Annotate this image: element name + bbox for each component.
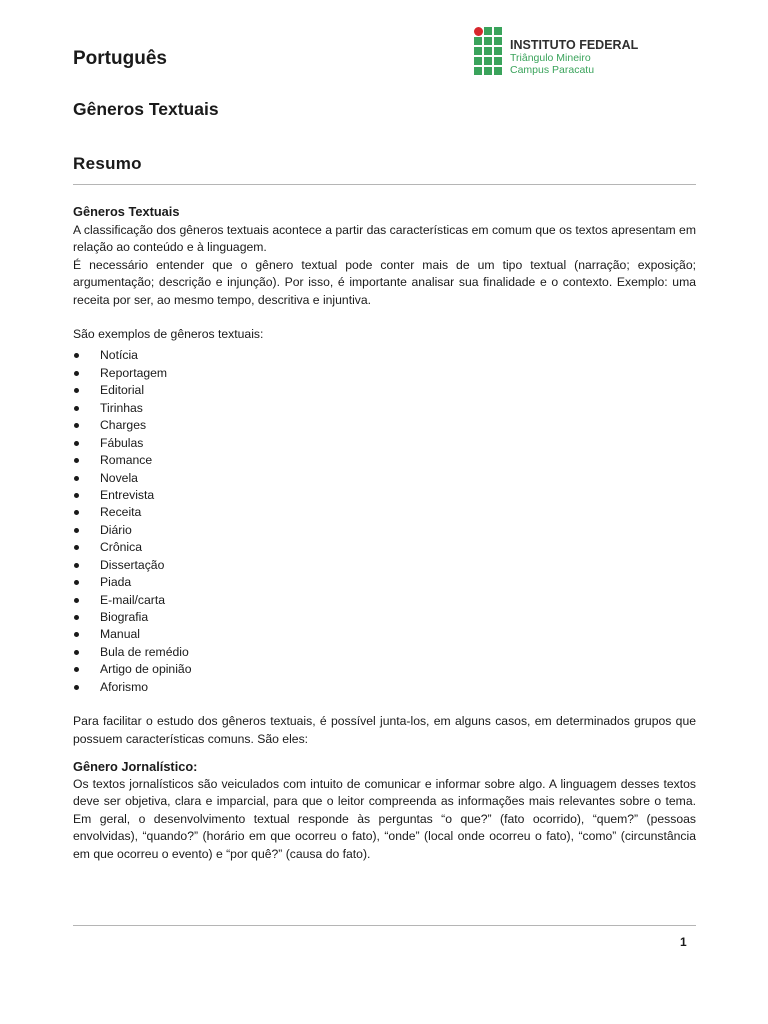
paragraph-groups: Para facilitar o estudo dos gêneros textuais, é possível junta-los, em alguns casos, em determinados grupos que possuem características comuns. São eles: [73, 714, 696, 746]
logo-square [484, 47, 492, 55]
list-item: Editorial [73, 382, 696, 399]
topic-title: Gêneros Textuais [73, 99, 219, 119]
genre-list [73, 347, 696, 696]
logo-line-2: Campus Paracatu [510, 64, 595, 76]
institute-logo [473, 26, 643, 76]
logo-square [494, 67, 502, 75]
document-body [73, 203, 696, 863]
header-divider [73, 184, 696, 185]
logo-square [474, 47, 482, 55]
paragraph-journalistic: Os textos jornalísticos são veiculados com intuito de comunicar e informar sobre algo. A linguagem desses textos deve ser objetiva, clara e imparcial, para que o leitor compreenda as informações mais relevantes sobre o tema. Em geral, o desenvolvimento textual responde às perguntas “o que?” (fato ocorrido), “quem?” (pessoas envolvidas), “quando?” (horário em que ocorreu o fato), “onde” (local onde ocorreu o fato), “como” (circunstância em que ocorreu o evento) e “por quê?” (causa do fato). [73, 777, 696, 861]
logo-square [484, 67, 492, 75]
logo-square [494, 57, 502, 65]
list-item: Diário [73, 522, 696, 539]
logo-square [484, 27, 492, 35]
list-item: Novela [73, 470, 696, 487]
list-item: Artigo de opinião [73, 661, 696, 678]
logo-title: INSTITUTO FEDERAL [510, 38, 639, 52]
paragraph-classification: A classificação dos gêneros textuais acontece a partir das características em comum que os textos apresentam em relação ao conteúdo e à linguagem. [73, 223, 696, 255]
logo-square [474, 67, 482, 75]
page-number: 1 [680, 935, 687, 949]
list-item: Entrevista [73, 487, 696, 504]
footer-divider [73, 925, 696, 926]
section-title-jornalistico: Gênero Jornalístico: [73, 759, 198, 774]
list-item: Notícia [73, 347, 696, 364]
list-item: Manual [73, 626, 696, 643]
summary-heading: Resumo [73, 154, 142, 173]
section-title-generos: Gêneros Textuais [73, 204, 180, 219]
logo-mark-icon [473, 26, 503, 76]
list-item: Reportagem [73, 365, 696, 382]
paragraph-context: É necessário entender que o gênero textual pode conter mais de um tipo textual (narração; exposição; argumentação; descrição e injunção). Por isso, é importante analisar sua finalidade e o contexto. Exemplo: uma receita por ser, ao mesmo tempo, descritiva e injuntiva. [73, 257, 696, 307]
list-item: Bula de remédio [73, 644, 696, 661]
logo-square [484, 37, 492, 45]
list-item: Crônica [73, 539, 696, 556]
logo-square [494, 47, 502, 55]
logo-square [474, 57, 482, 65]
list-item: Aforismo [73, 679, 696, 696]
subject-title: Português [73, 48, 167, 69]
logo-square [474, 37, 482, 45]
list-item: Piada [73, 574, 696, 591]
logo-line-1: Triângulo Mineiro [510, 52, 591, 64]
list-item: Romance [73, 452, 696, 469]
list-item: Dissertação [73, 557, 696, 574]
list-item: E-mail/carta [73, 592, 696, 609]
logo-text [510, 38, 638, 76]
list-item: Fábulas [73, 435, 696, 452]
logo-square [494, 27, 502, 35]
logo-square [494, 37, 502, 45]
list-item: Biografia [73, 609, 696, 626]
examples-intro: São exemplos de gêneros textuais: [73, 327, 264, 342]
list-item: Tirinhas [73, 400, 696, 417]
logo-square [484, 57, 492, 65]
list-item: Charges [73, 417, 696, 434]
list-item: Receita [73, 504, 696, 521]
logo-red-dot [474, 27, 483, 36]
